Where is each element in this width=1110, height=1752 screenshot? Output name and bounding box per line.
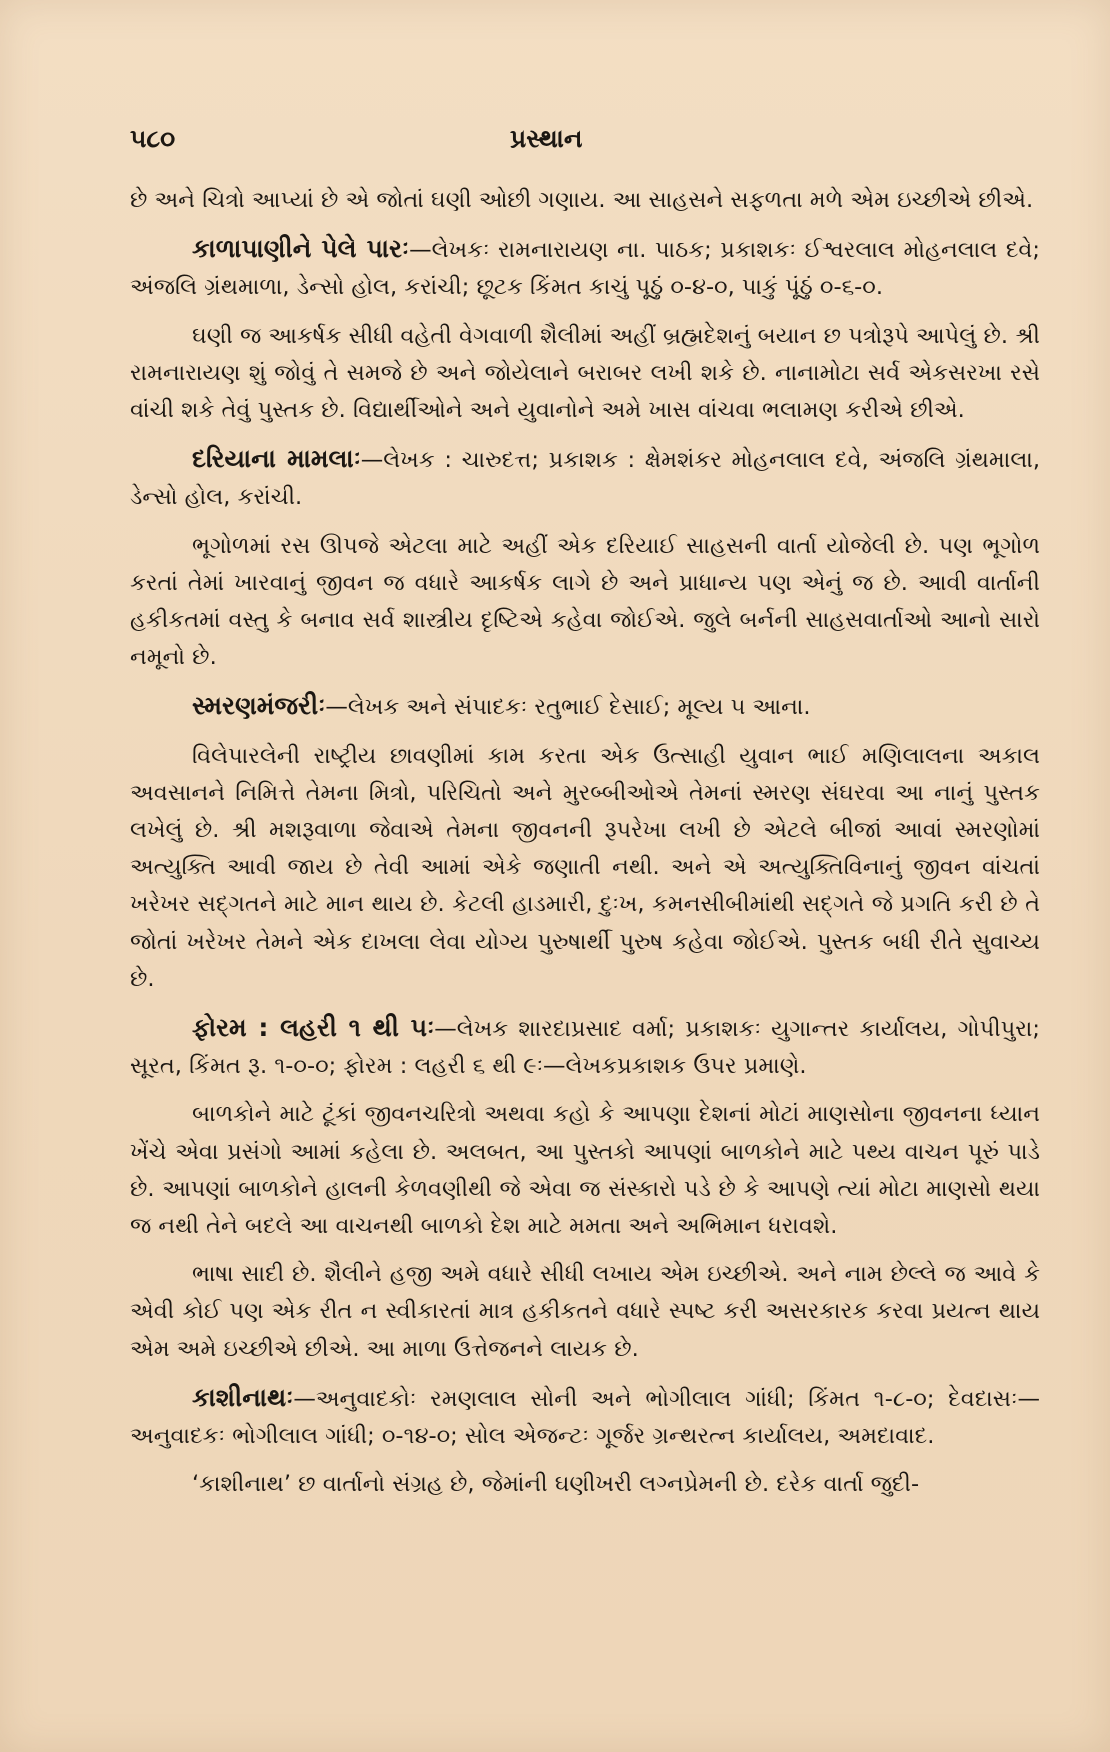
entry-title: કાશીનાથઃ — [192, 1382, 294, 1412]
running-header — [130, 124, 1010, 164]
entry-title: ફોરમ : લહરી ૧ થી ૫ઃ — [192, 1013, 435, 1043]
review-entry — [130, 230, 1040, 306]
running-title: પ્રસ્થાન — [510, 124, 583, 153]
paragraph — [130, 528, 1040, 677]
entry-title: કાળાપાણીને પેલે પારઃ — [192, 234, 410, 264]
review-entry — [130, 687, 1040, 726]
paragraph — [130, 182, 1040, 219]
review-entry — [130, 1009, 1040, 1085]
entry-details: —લેખક : ચારુદત્ત; પ્રકાશક : ક્ષેમશંકર મોહનલાલ દવે, અંજલિ ગ્રંથમાલા, ડેન્સો હોલ, કરાંચી. — [130, 447, 1041, 511]
entry-title: સ્મરણમંજરીઃ — [192, 691, 326, 721]
paragraph-text: ઘણી જ આકર્ષક સીધી વહેતી વેગવાળી શૈલીમાં અહીં બ્રહ્મદેશનું બયાન છ પત્રોરૂપે આપેલું છે. શ્રી રામનારાયણ શું જોવું તે સમજે છે અને જોયેલાને બરાબર લખી શકે છે. નાનામોટા સર્વ એકસરખા રસે વાંચી શકે તેવું પુસ્તક છે. વિદ્યાર્થીઓને અને યુવાનોને અમે ખાસ વાંચવા ભલામણ કરીએ છીએ. — [130, 322, 1040, 424]
paragraph — [130, 738, 1040, 998]
paragraph — [130, 1096, 1040, 1245]
paragraph-text: ભૂગોળમાં રસ ઊપજે એટલા માટે અહીં એક દરિયાઈ સાહસની વાર્તા યોજેલી છે. પણ ભૂગોળ કરતાં તેમાં ખારવાનું જીવન જ વધારે આકર્ષક લાગે છે અને પ્રાધાન્ય પણ એનું જ છે. આવી વાર્તાની હકીકતમાં વસ્તુ કે બનાવ સર્વ શાસ્ત્રીય દૃષ્ટિએ કહેવા જોઈએ. જુલે બર્નની સાહસવાર્તાઓ આનો સારો નમૂનો છે. — [130, 532, 1040, 671]
entry-details: —લેખક શારદાપ્રસાદ વર્મા; પ્રકાશકઃ યુગાન્તર કાર્યાલય, ગોપીપુરા; સૂરત, કિંમત રૂ. ૧-૦-૦; ફોરમ : લહરી ૬ થી ૯ઃ—લેખકપ્રકાશક ઉપર પ્રમાણે. — [130, 1016, 1040, 1080]
paragraph-text: ભાષા સાદી છે. શૈલીને હજી અમે વધારે સીધી લખાય એમ ઇચ્છીએ. અને નામ છેલ્લે જ આવે કે એવી કોઈ પણ એક રીત ન સ્વીકારતાં માત્ર હકીકતને વધારે સ્પષ્ટ કરી અસરકારક કરવા પ્રયત્ન થાય એમ અમે ઇચ્છીએ છીએ. આ માળા ઉત્તેજનને લાયક છે. — [130, 1261, 1040, 1362]
review-entry — [130, 440, 1040, 516]
paragraph — [130, 318, 1040, 430]
paragraph — [130, 1466, 1040, 1503]
paragraph-text: બાળકોને માટે ટૂંકાં જીવનચરિત્રો અથવા કહો કે આપણા દેશનાં મોટાં માણસોના જીવનના ધ્યાન ખેંચે એવા પ્રસંગો આમાં કહેલા છે. અલબત, આ પુસ્તકો આપણાં બાળકોને માટે પથ્ય વાચન પૂરું પાડે છે. આપણાં બાળકોને હાલની કેળવણીથી જે એવા જ સંસ્કારો પડે છે કે આપણે ત્યાં મોટા માણસો થયા જ નથી તેને બદલે આ વાચનથી બાળકો દેશ માટે મમતા અને અભિમાન ધરાવશે. — [130, 1101, 1040, 1240]
paragraph — [130, 1256, 1040, 1368]
entry-details: —લેખક અને સંપાદકઃ રતુભાઈ દેસાઈ; મૂલ્ય ૫ આના. — [325, 694, 811, 721]
review-entry — [130, 1379, 1040, 1455]
entry-title: દરિયાના મામલાઃ — [192, 444, 361, 474]
entry-details: —લેખકઃ રામનારાયણ ના. પાઠક; પ્રકાશકઃ ઈશ્વરલાલ મોહનલાલ દવે; અંજલિ ગ્રંથમાળા, ડેન્સો હોલ, કરાંચી; છૂટક કિંમત કાચું પૂઠું ૦-૪-૦, પાકું પૂંઠું ૦-૬-૦. — [130, 237, 1040, 301]
paragraph-text: વિલેપારલેની રાષ્ટ્રીય છાવણીમાં કામ કરતા એક ઉત્સાહી યુવાન ભાઈ મણિલાલના અકાલ અવસાનને નિમિત્તે તેમના મિત્રો, પરિચિતો અને મુરબ્બીઓએ તેમનાં સ્મરણ સંઘરવા આ નાનું પુસ્તક લખેલું છે. શ્રી મશરૂવાળા જેવાએ તેમના જીવનની રૂપરેખા લખી છે એટલે બીજાં આવાં સ્મરણોમાં અત્યુક્તિ આવી જાય છે તેવી આમાં એકે જણાતી નથી. અને એ અત્યુક્તિવિનાનું જીવન વાંચતાં ખરેખર સદ્ગતને માટે માન થાય છે. કેટલી હાડમારી, દુઃખ, કમનસીબીમાંથી સદ્ગતે જે પ્રગતિ કરી છે તે જોતાં ખરેખર તેમને એક દાખલા લેવા યોગ્ય પુરુષાર્થી પુરુષ કહેવા જોઈએ. પુસ્તક બધી રીતે સુવાચ્ય છે. — [130, 742, 1040, 992]
entry-details: —અનુવાદકોઃ રમણલાલ સોની અને ભોગીલાલ ગાંધી; કિંમત ૧-૮-૦; દેવદાસઃ—અનુવાદકઃ ભોગીલાલ ગાંધી; ૦-૧૪-૦; સોલ એજન્ટઃ ગૂર્જર ગ્રન્થરત્ન કાર્યાલય, અમદાવાદ. — [130, 1385, 1040, 1450]
paragraph-text: છે અને ચિત્રો આપ્યાં છે એ જોતાં ઘણી ઓછી ગણાય. આ સાહસને સફળતા મળે એમ ઇચ્છીએ છીએ. — [130, 187, 1034, 213]
body-text — [130, 182, 1040, 1515]
paragraph-text: ‘કાશીનાથ’ છ વાર્તાનો સંગ્રહ છે, જેમાંની ઘણીખરી લગ્નપ્રેમની છે. દરેક વાર્તા જુદી- — [192, 1471, 920, 1498]
page-number: ૫૮૦ — [130, 124, 176, 153]
